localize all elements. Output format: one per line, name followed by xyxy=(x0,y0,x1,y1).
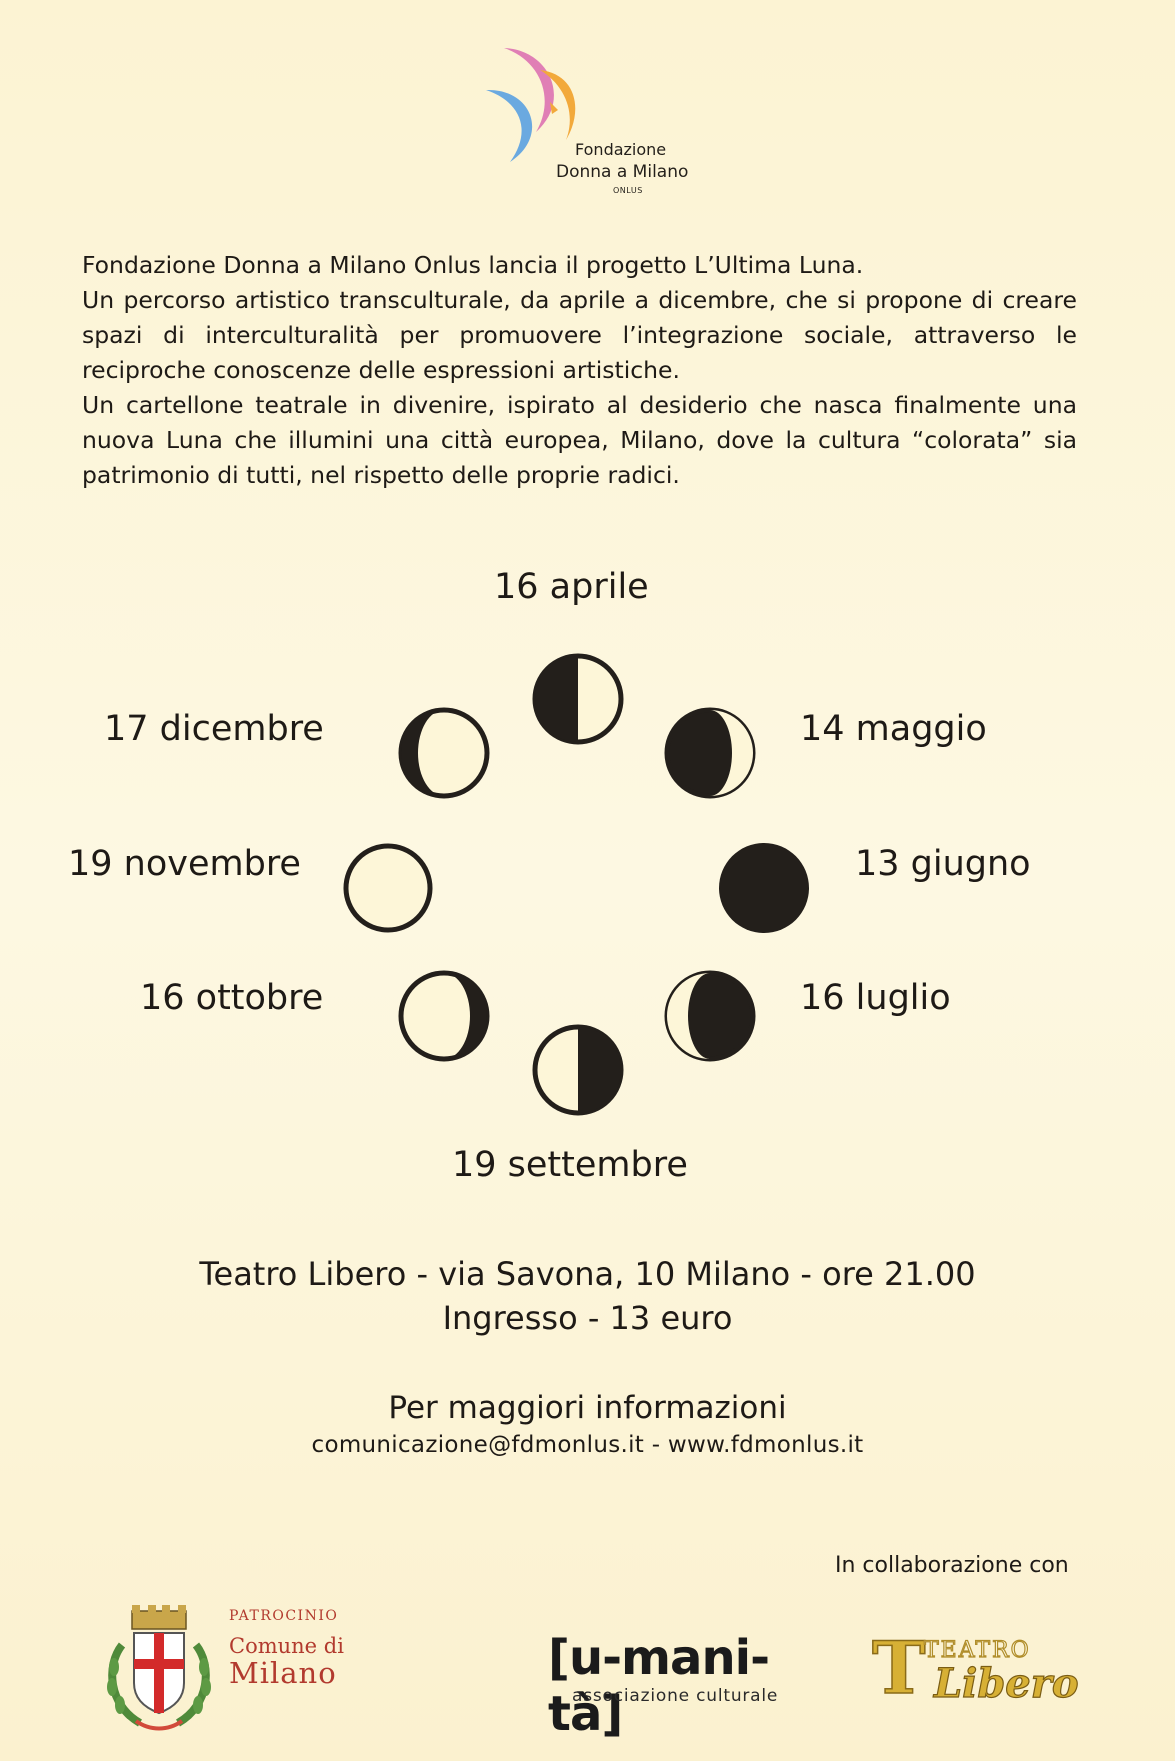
teatro-libero-logo xyxy=(872,1625,1122,1715)
date-dicembre: 17 dicembre xyxy=(104,709,324,749)
last-quarter-moon-icon xyxy=(530,1022,626,1118)
date-ottobre: 16 ottobre xyxy=(140,978,324,1018)
intro-paragraph: Un cartellone teatrale in divenire, ispirato al desiderio che nasca finalmente una nuova Luna che illumini una città europea, Milano, dove la cultura “colorata” sia patrimonio di tutti, nel rispetto delle proprie radici. xyxy=(82,391,1077,489)
umanita-logo xyxy=(548,1630,828,1742)
date-aprile: 16 aprile xyxy=(494,567,649,607)
intro-paragraph: Un percorso artistico transculturale, da aprile a dicembre, che si propone di creare spazi di interculturalità per promuovere l’integrazione sociale, attraverso le reciproche conoscenze delle espressioni artistiche. xyxy=(82,286,1077,384)
comune-di-label: Comune di xyxy=(229,1634,344,1658)
new-moon-icon xyxy=(340,840,436,936)
waning-gibbous-moon-icon xyxy=(662,968,758,1064)
logo-line-donna-a-milano: Donna a Milano xyxy=(556,162,689,182)
libero-word: Libero xyxy=(934,1660,1079,1707)
contact-links[interactable]: comunicazione@fdmonlus.it - www.fdmonlus.it xyxy=(311,1432,864,1458)
milano-label: Milano xyxy=(229,1656,337,1690)
teatro-word: TEATRO xyxy=(924,1638,1031,1663)
logo-line-fondazione: Fondazione xyxy=(575,140,667,159)
collaboration-label: In collaborazione con xyxy=(835,1553,1069,1578)
date-giugno: 13 giugno xyxy=(855,844,1031,884)
patrocinio-block xyxy=(229,1608,344,1690)
waxing-gibbous-moon-icon xyxy=(662,705,758,801)
waxing-crescent-moon-icon xyxy=(396,705,492,801)
date-settembre: 19 settembre xyxy=(452,1145,688,1185)
intro-text xyxy=(82,248,1077,493)
first-quarter-moon-icon xyxy=(530,651,626,747)
info-title: Per maggiori informazioni xyxy=(388,1390,787,1426)
umanita-subtitle: associazione culturale xyxy=(572,1686,779,1706)
intro-paragraph: Fondazione Donna a Milano Onlus lancia il progetto L’Ultima Luna. xyxy=(82,251,864,279)
date-luglio: 16 luglio xyxy=(800,978,951,1018)
patrocinio-label: PATROCINIO xyxy=(229,1608,339,1624)
full-moon-icon xyxy=(716,840,812,936)
venue-ticket-price: Ingresso - 13 euro xyxy=(442,1299,733,1337)
fondazione-logo xyxy=(480,40,720,210)
date-novembre: 19 novembre xyxy=(68,844,301,884)
logo-line-onlus: ONLUS xyxy=(613,186,643,195)
waning-crescent-moon-icon xyxy=(396,968,492,1064)
umanita-name: [u-mani-tà] xyxy=(548,1630,769,1742)
teatro-t-letter: T xyxy=(872,1625,926,1710)
venue-address: Teatro Libero - via Savona, 10 Milano - ore 21.00 xyxy=(199,1255,976,1293)
date-maggio: 14 maggio xyxy=(800,709,987,749)
milano-coat-of-arms-icon xyxy=(100,1605,218,1735)
